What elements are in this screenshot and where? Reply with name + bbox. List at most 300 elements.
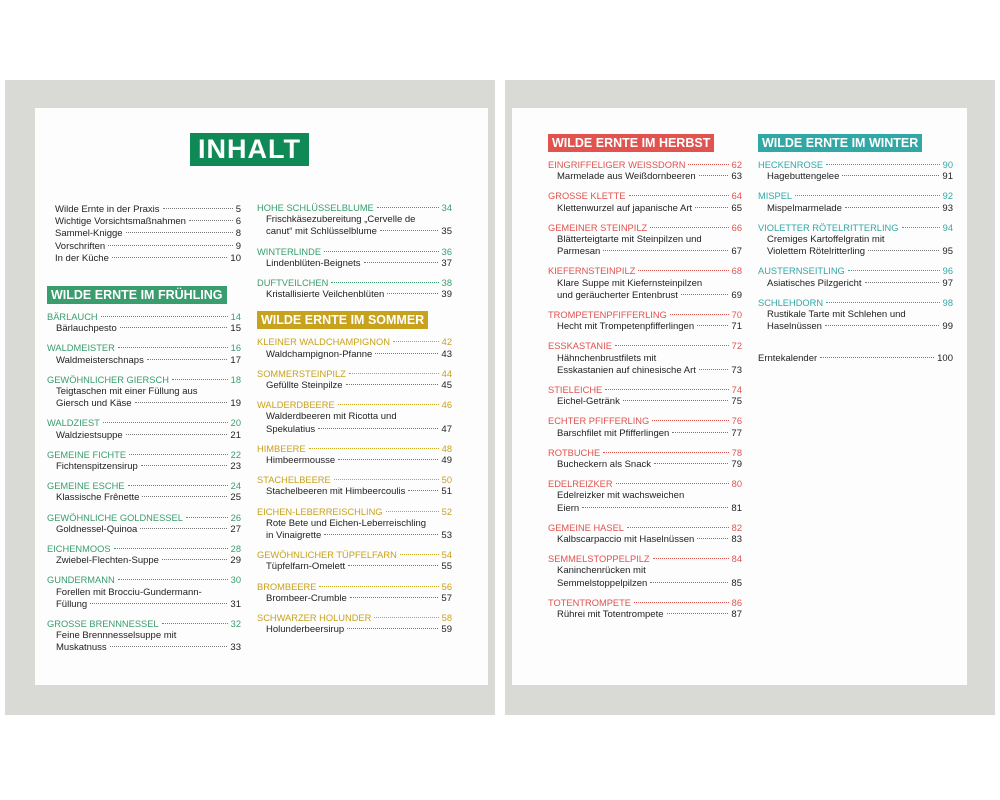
recipe-name: Kaninchenrücken mit xyxy=(557,565,646,577)
summer-entries xyxy=(257,336,452,636)
page-number: 56 xyxy=(441,581,452,592)
recipe-name: Vorschriften xyxy=(55,240,106,252)
dot-leader xyxy=(338,404,439,405)
dot-leader xyxy=(699,369,729,370)
dot-leader xyxy=(140,528,227,529)
category-name: TOTENTROMPETE xyxy=(548,597,631,608)
recipe-row[interactable] xyxy=(47,555,241,567)
category-row[interactable] xyxy=(257,277,452,289)
page-number: 51 xyxy=(441,486,452,498)
page-number: 47 xyxy=(441,423,452,435)
dot-leader xyxy=(387,293,438,294)
erntekalender-label: Erntekalender xyxy=(758,353,818,365)
dot-leader xyxy=(374,617,438,618)
recipe-row[interactable] xyxy=(758,321,953,333)
dot-leader xyxy=(695,207,728,208)
toc-entry xyxy=(548,553,742,590)
recipe-row[interactable] xyxy=(758,171,953,183)
recipe-row[interactable] xyxy=(257,486,452,498)
recipe-row[interactable] xyxy=(548,396,742,408)
winter-entries xyxy=(758,159,953,333)
category-row[interactable] xyxy=(47,574,241,586)
recipe-row[interactable] xyxy=(47,642,241,654)
page-number: 54 xyxy=(441,550,452,561)
dot-leader xyxy=(650,582,728,583)
toc-entry xyxy=(548,340,742,377)
category-name: ESSKASTANIE xyxy=(548,341,612,352)
left-page xyxy=(35,108,488,685)
recipe-name: canut“ mit Schlüsselblume xyxy=(266,226,377,238)
intro-row[interactable] xyxy=(55,241,241,253)
recipe-row[interactable] xyxy=(548,203,742,215)
dot-leader xyxy=(380,230,439,231)
recipe-name: Walderdbeeren mit Ricotta und xyxy=(266,411,397,423)
toc-entry xyxy=(257,246,452,270)
recipe-name: Giersch und Käse xyxy=(56,398,132,410)
recipe-row[interactable] xyxy=(548,565,742,577)
recipe-name: Teigtaschen mit einer Füllung aus xyxy=(56,386,198,398)
recipe-name: Feine Brennnesselsuppe mit xyxy=(56,630,177,642)
category-row[interactable] xyxy=(257,368,452,380)
dot-leader xyxy=(826,302,940,303)
toc-entry xyxy=(257,202,452,239)
toc-entry xyxy=(47,574,241,611)
page-number: 68 xyxy=(731,266,742,277)
recipe-row[interactable] xyxy=(47,587,241,599)
recipe-row[interactable] xyxy=(47,630,241,642)
dot-leader xyxy=(129,454,228,455)
page-number: 49 xyxy=(441,455,452,467)
dot-leader xyxy=(141,465,228,466)
recipe-name: Füllung xyxy=(56,598,88,610)
recipe-row[interactable] xyxy=(257,289,452,301)
category-row[interactable] xyxy=(548,447,742,459)
category-row[interactable] xyxy=(548,597,742,609)
recipe-row[interactable] xyxy=(257,258,452,270)
page-number: 55 xyxy=(441,561,452,573)
page-number: 70 xyxy=(731,310,742,321)
category-name: GEWÖHNLICHE GOLDNESSEL xyxy=(47,512,183,523)
category-name: GEWÖHNLICHER GIERSCH xyxy=(47,374,169,385)
toc-entry xyxy=(257,506,452,543)
category-row[interactable] xyxy=(257,399,452,411)
dot-leader xyxy=(820,357,934,358)
recipe-row[interactable] xyxy=(47,355,241,367)
page-number: 18 xyxy=(230,374,241,385)
category-name: WALDMEISTER xyxy=(47,343,115,354)
category-row[interactable] xyxy=(257,581,452,593)
page-number: 42 xyxy=(441,337,452,348)
page-number: 9 xyxy=(235,240,241,252)
category-row[interactable] xyxy=(257,549,452,561)
dot-leader xyxy=(172,379,228,380)
category-row[interactable] xyxy=(47,480,241,492)
page-number: 75 xyxy=(731,396,742,408)
dot-leader xyxy=(629,195,729,196)
toc-entry xyxy=(257,443,452,467)
page-number: 79 xyxy=(731,459,742,471)
dot-leader xyxy=(653,558,729,559)
page-number: 8 xyxy=(235,228,241,240)
spring-section xyxy=(47,286,241,662)
recipe-row[interactable] xyxy=(548,290,742,302)
toc-entry xyxy=(758,265,953,289)
dot-leader xyxy=(795,195,940,196)
toc-entry xyxy=(257,336,452,360)
dot-leader xyxy=(349,373,439,374)
intro-row[interactable] xyxy=(55,253,241,265)
page-number: 57 xyxy=(441,592,452,604)
category-row[interactable] xyxy=(758,222,953,234)
recipe-row[interactable] xyxy=(548,578,742,590)
page-number: 24 xyxy=(230,481,241,492)
category-row[interactable] xyxy=(548,522,742,534)
dot-leader xyxy=(331,282,438,283)
toc-entry xyxy=(257,581,452,605)
dot-leader xyxy=(650,227,728,228)
recipe-row[interactable] xyxy=(257,624,452,636)
dot-leader xyxy=(309,448,439,449)
category-row[interactable] xyxy=(257,474,452,486)
category-row[interactable] xyxy=(758,265,953,277)
toc-entry xyxy=(548,159,742,183)
page-number: 31 xyxy=(230,598,241,610)
dot-leader xyxy=(120,327,228,328)
page-number: 92 xyxy=(942,191,953,202)
category-name: GEMEINE FICHTE xyxy=(47,449,127,460)
page-number: 38 xyxy=(441,278,452,289)
erntekalender-page: 100 xyxy=(937,353,953,365)
summer-section xyxy=(257,311,452,636)
recipe-name: Rustikale Tarte mit Schlehen und xyxy=(767,309,906,321)
recipe-name: Lindenblüten-Beignets xyxy=(266,257,361,269)
page-number: 83 xyxy=(731,534,742,546)
category-name: HECKENROSE xyxy=(758,160,824,170)
spring-continued xyxy=(257,202,452,643)
spring-heading: WILDE ERNTE IM FRÜHLING xyxy=(47,286,227,304)
recipe-row[interactable] xyxy=(548,490,742,502)
dot-leader xyxy=(616,483,729,484)
recipe-name: Hähnchenbrustfilets mit xyxy=(557,352,657,364)
dot-leader xyxy=(90,603,227,604)
recipe-row[interactable] xyxy=(548,459,742,471)
dot-leader xyxy=(623,400,729,401)
dot-leader xyxy=(408,490,438,491)
page-number: 72 xyxy=(731,341,742,352)
page-number: 35 xyxy=(441,226,452,238)
erntekalender-row[interactable] xyxy=(758,353,953,365)
recipe-row[interactable] xyxy=(758,203,953,215)
category-name: STIELEICHE xyxy=(548,385,603,396)
toc-entry xyxy=(257,612,452,636)
category-name: AUSTERNSEITLING xyxy=(758,266,845,277)
dot-leader xyxy=(162,559,227,560)
toc-entry xyxy=(548,265,742,302)
category-name: SCHLEHDORN xyxy=(758,297,824,308)
toc-entry xyxy=(758,222,953,259)
page-number: 39 xyxy=(441,289,452,301)
category-row[interactable] xyxy=(758,159,953,171)
dot-leader xyxy=(319,586,438,587)
page-number: 6 xyxy=(235,216,241,228)
category-name: ROTBUCHE xyxy=(548,447,601,458)
page-number: 65 xyxy=(731,202,742,214)
category-row[interactable] xyxy=(758,297,953,309)
recipe-row[interactable] xyxy=(548,246,742,258)
recipe-row[interactable] xyxy=(257,214,452,226)
page-number: 50 xyxy=(441,475,452,486)
recipe-name: Spekulatius xyxy=(266,423,316,435)
dot-leader xyxy=(189,220,233,221)
recipe-name: Frischkäsezubereitung „Cervelle de xyxy=(266,214,416,226)
category-row[interactable] xyxy=(758,190,953,202)
category-name: WINTERLINDE xyxy=(257,246,322,257)
category-name: BROMBEERE xyxy=(257,581,317,592)
category-name: EICHEN-LEBERREISCHLING xyxy=(257,506,383,517)
category-row[interactable] xyxy=(548,415,742,427)
page-number: 30 xyxy=(230,575,241,586)
toc-entry xyxy=(548,309,742,333)
category-row[interactable] xyxy=(548,309,742,321)
category-row[interactable] xyxy=(548,384,742,396)
intro-row[interactable] xyxy=(55,216,241,228)
toc-entry xyxy=(47,543,241,567)
toc-entry xyxy=(47,374,241,411)
page-number: 71 xyxy=(731,321,742,333)
recipe-name: Bärlauchpesto xyxy=(56,323,117,335)
page-number: 53 xyxy=(441,530,452,542)
recipe-name: Gefüllte Steinpilze xyxy=(266,380,343,392)
category-row[interactable] xyxy=(47,311,241,323)
page-number: 34 xyxy=(441,203,452,213)
page-number: 27 xyxy=(230,523,241,535)
category-row[interactable] xyxy=(257,202,452,214)
category-row[interactable] xyxy=(548,478,742,490)
recipe-row[interactable] xyxy=(257,561,452,573)
page-number: 5 xyxy=(235,204,241,215)
category-row[interactable] xyxy=(548,553,742,565)
recipe-row[interactable] xyxy=(257,530,452,542)
category-row[interactable] xyxy=(47,374,241,386)
category-row[interactable] xyxy=(548,340,742,352)
recipe-row[interactable] xyxy=(257,411,452,423)
summer-heading: WILDE ERNTE IM SOMMER xyxy=(257,311,428,329)
dot-leader xyxy=(324,534,438,535)
category-row[interactable] xyxy=(548,159,742,171)
dot-leader xyxy=(118,579,228,580)
recipe-name: Rote Bete und Eichen-Leberreischling xyxy=(266,517,427,529)
recipe-row[interactable] xyxy=(758,309,953,321)
category-name: SEMMELSTOPPELPILZ xyxy=(548,554,650,565)
spring-continued-entries xyxy=(257,202,452,301)
dot-leader xyxy=(868,250,939,251)
category-row[interactable] xyxy=(47,543,241,555)
category-name: VIOLETTER RÖTELRITTERLING xyxy=(758,222,899,233)
recipe-name: Parmesan xyxy=(557,246,601,258)
page-number: 16 xyxy=(230,343,241,354)
category-name: GUNDERMANN xyxy=(47,575,115,586)
recipe-row[interactable] xyxy=(47,461,241,473)
page-number: 46 xyxy=(441,400,452,411)
recipe-name: Wichtige Vorsichtsmaßnahmen xyxy=(55,216,186,228)
dot-leader xyxy=(118,347,228,348)
recipe-row[interactable] xyxy=(548,534,742,546)
recipe-row[interactable] xyxy=(548,234,742,246)
page-number: 22 xyxy=(230,449,241,460)
recipe-name: Hagebuttengelee xyxy=(767,171,840,183)
category-row[interactable] xyxy=(257,443,452,455)
recipe-row[interactable] xyxy=(47,492,241,504)
recipe-row[interactable] xyxy=(758,234,953,246)
toc-entry xyxy=(548,190,742,214)
category-name: GEMEINE ESCHE xyxy=(47,481,125,492)
recipe-row[interactable] xyxy=(758,246,953,258)
dot-leader xyxy=(582,507,728,508)
toc-entry xyxy=(548,478,742,515)
category-row[interactable] xyxy=(548,222,742,234)
recipe-row[interactable] xyxy=(257,380,452,392)
recipe-name: Sammel-Knigge xyxy=(55,228,123,240)
page-number: 15 xyxy=(230,323,241,335)
page-number: 26 xyxy=(230,512,241,523)
category-row[interactable] xyxy=(47,342,241,354)
toc-entry xyxy=(758,159,953,183)
page-number: 96 xyxy=(942,266,953,277)
recipe-row[interactable] xyxy=(548,365,742,377)
recipe-row[interactable] xyxy=(47,430,241,442)
page-number: 84 xyxy=(731,554,742,565)
toc-entry xyxy=(758,190,953,214)
category-row[interactable] xyxy=(47,417,241,429)
recipe-row[interactable] xyxy=(47,524,241,536)
category-row[interactable] xyxy=(257,336,452,348)
recipe-name: Klare Suppe mit Kiefernsteinpilzen xyxy=(557,277,703,289)
dot-leader xyxy=(101,316,228,317)
recipe-row[interactable] xyxy=(257,226,452,238)
page-number: 93 xyxy=(942,202,953,214)
dot-leader xyxy=(672,432,728,433)
recipe-name: Hecht mit Trompetenpfifferlingen xyxy=(557,321,695,333)
recipe-row[interactable] xyxy=(47,323,241,335)
dot-leader xyxy=(347,628,438,629)
dot-leader xyxy=(670,314,729,315)
category-row[interactable] xyxy=(548,265,742,277)
intro-row[interactable] xyxy=(55,228,241,240)
recipe-row[interactable] xyxy=(257,593,452,605)
dot-leader xyxy=(126,434,228,435)
spring-entries xyxy=(47,311,241,655)
dot-leader xyxy=(346,384,439,385)
recipe-name: Waldchampignon-Pfanne xyxy=(266,348,373,360)
recipe-row[interactable] xyxy=(257,518,452,530)
category-name: EDELREIZKER xyxy=(548,479,613,490)
recipe-name: Esskastanien auf chinesische Art xyxy=(557,364,696,376)
page-number: 58 xyxy=(441,613,452,624)
recipe-row[interactable] xyxy=(548,321,742,333)
recipe-row[interactable] xyxy=(548,609,742,621)
recipe-name: Haselnüssen xyxy=(767,321,822,333)
recipe-row[interactable] xyxy=(548,278,742,290)
recipe-row[interactable] xyxy=(548,353,742,365)
category-row[interactable] xyxy=(257,612,452,624)
dot-leader xyxy=(334,479,439,480)
intro-row[interactable] xyxy=(55,204,241,216)
recipe-name: Klettenwurzel auf japanische Art xyxy=(557,202,693,214)
recipe-row[interactable] xyxy=(257,349,452,361)
recipe-row[interactable] xyxy=(548,503,742,515)
recipe-row[interactable] xyxy=(47,599,241,611)
dot-leader xyxy=(603,452,728,453)
category-row[interactable] xyxy=(47,618,241,630)
category-row[interactable] xyxy=(257,246,452,258)
recipe-row[interactable] xyxy=(47,386,241,398)
autumn-entries xyxy=(548,159,742,621)
category-name: HOHE SCHLÜSSELBLUME xyxy=(257,203,374,213)
toc-entry xyxy=(47,342,241,366)
recipe-name: Klassische Frênette xyxy=(56,492,140,504)
recipe-row[interactable] xyxy=(758,278,953,290)
dot-leader xyxy=(393,341,439,342)
category-row[interactable] xyxy=(257,506,452,518)
dot-leader xyxy=(826,164,940,165)
page-number: 23 xyxy=(230,461,241,473)
page-number: 63 xyxy=(731,171,742,183)
recipe-name: Rührei mit Totentrompete xyxy=(557,609,664,621)
recipe-name: Asiatisches Pilzgericht xyxy=(767,277,862,289)
recipe-row[interactable] xyxy=(257,455,452,467)
recipe-name: Kristallisierte Veilchenblüten xyxy=(266,289,385,301)
category-row[interactable] xyxy=(548,190,742,202)
recipe-name: Tüpfelfarn-Omelett xyxy=(266,561,346,573)
page-number: 36 xyxy=(441,246,452,257)
dot-leader xyxy=(126,232,233,233)
dot-leader xyxy=(667,613,729,614)
page-number: 45 xyxy=(441,380,452,392)
toc-entry xyxy=(257,549,452,573)
dot-leader xyxy=(103,422,228,423)
recipe-name: Goldnessel-Quinoa xyxy=(56,523,138,535)
category-row[interactable] xyxy=(47,512,241,524)
recipe-row[interactable] xyxy=(257,424,452,436)
category-row[interactable] xyxy=(47,449,241,461)
page-number: 32 xyxy=(230,619,241,630)
dot-leader xyxy=(652,420,728,421)
page-number: 48 xyxy=(441,443,452,454)
recipe-row[interactable] xyxy=(548,428,742,440)
dot-leader xyxy=(615,345,729,346)
toc-entry xyxy=(257,368,452,392)
dot-leader xyxy=(147,359,228,360)
dot-leader xyxy=(603,250,728,251)
category-name: STACHELBEERE xyxy=(257,475,331,486)
toc-entry xyxy=(548,597,742,621)
recipe-name: Edelreizker mit wachsweichen xyxy=(557,490,685,502)
winter-heading: WILDE ERNTE IM WINTER xyxy=(758,134,922,152)
page-number: 62 xyxy=(731,160,742,170)
page-number: 66 xyxy=(731,222,742,233)
category-name: BÄRLAUCH xyxy=(47,312,98,322)
page-number: 59 xyxy=(441,624,452,636)
recipe-row[interactable] xyxy=(548,171,742,183)
recipe-name: Holunderbeersirup xyxy=(266,624,345,636)
dot-leader xyxy=(638,270,728,271)
dot-leader xyxy=(364,262,439,263)
dot-leader xyxy=(135,402,228,403)
recipe-name: Zwiebel-Flechten-Suppe xyxy=(56,555,159,567)
recipe-row[interactable] xyxy=(47,398,241,410)
page-number: 98 xyxy=(942,297,953,308)
dot-leader xyxy=(681,294,728,295)
